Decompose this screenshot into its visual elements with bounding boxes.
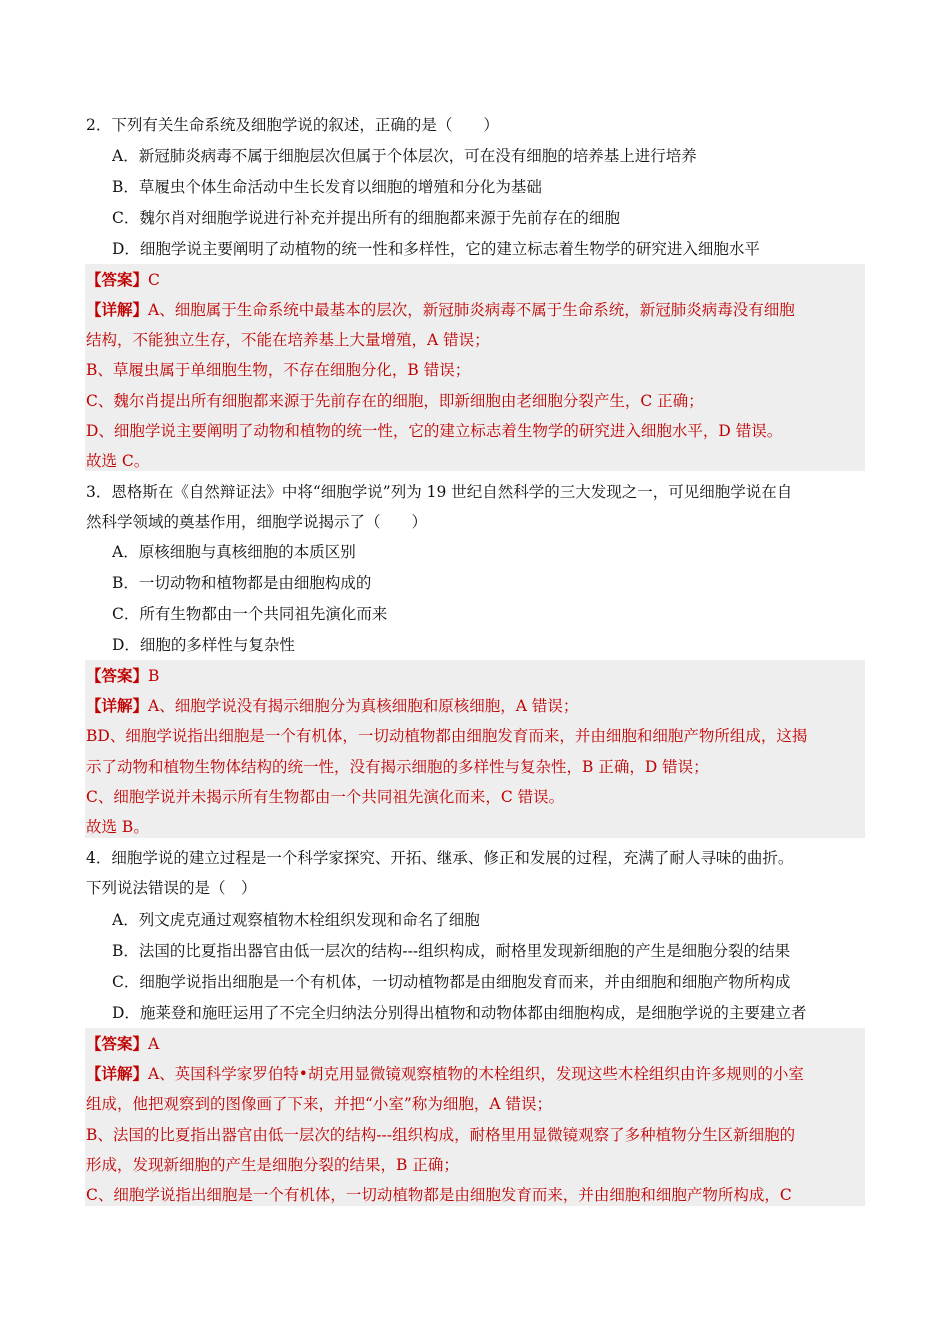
question-2-option-c: C．魏尔肖对细胞学说进行补充并提出所有的细胞都来源于先前存在的细胞	[112, 209, 620, 227]
answer-value: A	[148, 1035, 160, 1053]
question-4-explain-line: B、法国的比夏指出器官由低一层次的结构---组织构成，耐格里用显微镜观察了多种植物分生区新细胞的	[86, 1126, 796, 1144]
answer-tag: 【答案】	[86, 666, 149, 685]
question-2-explain-line: C、魏尔肖提出所有细胞都来源于先前存在的细胞，即新细胞由老细胞分裂产生，C 正确；	[86, 392, 704, 410]
answer-value: B	[148, 667, 160, 685]
question-3-option-a: A．原核细胞与真核细胞的本质区别	[112, 543, 356, 561]
explain-tag: 【详解】	[86, 300, 149, 319]
answer-value: C	[148, 271, 160, 289]
explain-tag: 【详解】	[86, 1064, 149, 1083]
question-3-explain-line: 示了动物和植物生物体结构的统一性，没有揭示细胞的多样性与复杂性，B 正确，D 错误；	[86, 758, 709, 776]
question-3-answer	[86, 661, 864, 691]
question-2-explain-line	[86, 295, 864, 325]
answer-tag: 【答案】	[86, 1034, 149, 1053]
question-2-explain-line: 故选 C。	[86, 452, 150, 470]
question-2-explain-line: 结构，不能独立生存，不能在培养基上大量增殖，A 错误；	[86, 331, 490, 349]
question-4-explain-line: 形成，发现新细胞的产生是细胞分裂的结果，B 正确；	[86, 1156, 459, 1174]
question-3-explain-line	[86, 691, 864, 721]
question-3-explain-line: C、细胞学说并未揭示所有生物都由一个共同祖先演化而来，C 错误。	[86, 788, 565, 806]
explain-text: A、英国科学家罗伯特•胡克用显微镜观察植物的木栓组织，发现这些木栓组织由许多规则的小室	[148, 1065, 804, 1083]
question-3-option-b: B．一切动物和植物都是由细胞构成的	[112, 574, 372, 592]
question-2-answer	[86, 265, 864, 295]
question-4-answer	[86, 1029, 864, 1059]
question-2-explain-line: D、细胞学说主要阐明了动物和植物的统一性，它的建立标志着生物学的研究进入细胞水平，D 错误。	[86, 422, 783, 440]
question-4-explain-line: C、细胞学说指出细胞是一个有机体，一切动植物都是由细胞发育而来，并由细胞和细胞产物所构成，C	[86, 1186, 792, 1204]
question-4-option-d: D．施莱登和施旺运用了不完全归纳法分别得出植物和动物体都由细胞构成，是细胞学说的主要建立者	[112, 1004, 807, 1022]
question-2-explain-line: B、草履虫属于单细胞生物，不存在细胞分化，B 错误；	[86, 361, 471, 379]
question-3-option-c: C．所有生物都由一个共同祖先演化而来	[112, 605, 388, 623]
explain-text: A、细胞属于生命系统中最基本的层次，新冠肺炎病毒不属于生命系统，新冠肺炎病毒没有细胞	[148, 301, 795, 319]
question-4-stem: 4．细胞学说的建立过程是一个科学家探究、开拓、继承、修正和发展的过程，充满了耐人寻味的曲折。	[86, 849, 794, 867]
question-3-stem: 然科学领域的奠基作用，细胞学说揭示了（ ）	[86, 513, 428, 531]
question-3-explain-line: BD、细胞学说指出细胞是一个有机体，一切动植物都由细胞发育而来，并由细胞和细胞产物所组成，这揭	[86, 727, 808, 745]
question-4-option-a: A．列文虎克通过观察植物木栓组织发现和命名了细胞	[112, 911, 480, 929]
question-2-option-d: D．细胞学说主要阐明了动植物的统一性和多样性，它的建立标志着生物学的研究进入细胞水平	[112, 240, 760, 258]
explain-tag: 【详解】	[86, 696, 149, 715]
question-4-stem: 下列说法错误的是（ ）	[86, 879, 257, 897]
question-3-option-d: D．细胞的多样性与复杂性	[112, 636, 295, 654]
question-4-explain-line	[86, 1059, 864, 1089]
question-2-option-a: A．新冠肺炎病毒不属于细胞层次但属于个体层次，可在没有细胞的培养基上进行培养	[112, 147, 697, 165]
question-2-option-b: B．草履虫个体生命活动中生长发育以细胞的增殖和分化为基础	[112, 178, 542, 196]
question-3-explain-line: 故选 B。	[86, 818, 149, 836]
question-3-stem: 3．恩格斯在《自然辩证法》中将“细胞学说”列为 19 世纪自然科学的三大发现之一，可见细胞学说在自	[86, 483, 793, 501]
answer-tag: 【答案】	[86, 270, 149, 289]
question-4-option-b: B．法国的比夏指出器官由低一层次的结构---组织构成，耐格里发现新细胞的产生是细胞分裂的结果	[112, 942, 791, 960]
explain-text: A、细胞学说没有揭示细胞分为真核细胞和原核细胞，A 错误；	[148, 697, 579, 715]
question-4-option-c: C．细胞学说指出细胞是一个有机体，一切动植物都是由细胞发育而来，并由细胞和细胞产物所构成	[112, 973, 791, 991]
question-4-explain-line: 组成，他把观察到的图像画了下来，并把“小室”称为细胞，A 错误；	[86, 1095, 552, 1113]
question-2-stem: 2．下列有关生命系统及细胞学说的叙述，正确的是（ ）	[86, 116, 499, 134]
